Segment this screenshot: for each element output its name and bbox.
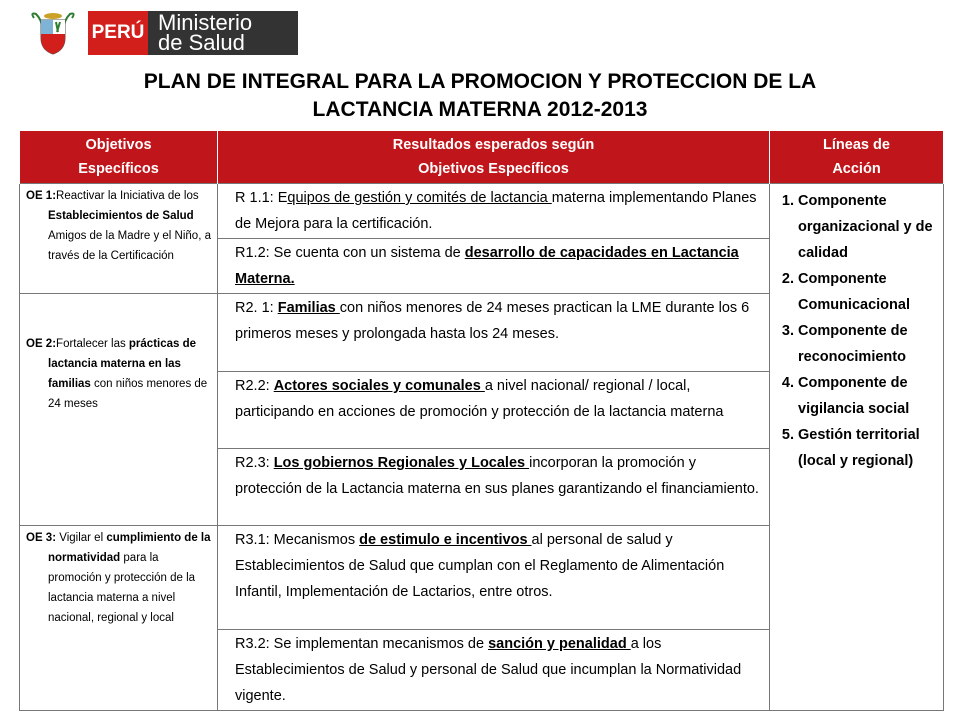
page-title — [0, 68, 960, 124]
plan-table — [19, 131, 944, 711]
lineas-cell — [770, 184, 944, 711]
header-objetivos-line1: Objetivos — [85, 137, 152, 153]
r12-cell — [218, 239, 770, 294]
title-line1: PLAN DE INTEGRAL PARA LA PROMOCION Y PROTECCION DE LA — [143, 70, 817, 93]
ministerio-line1: Ministerio — [158, 10, 253, 35]
header-objetivos — [20, 131, 218, 184]
r32-post: a los Establecimientos de Salud y personal de Salud que incumplan la Normatividad vigente. — [235, 636, 742, 704]
header-resultados — [218, 131, 770, 184]
r11-underlined: quipos de gestión y comités de lactancia — [287, 190, 552, 206]
r22-cell — [218, 372, 770, 449]
ministerio-line2: de Salud — [158, 30, 245, 55]
oe2-text1: Fortalecer las — [56, 338, 129, 350]
oe2-cell — [20, 294, 218, 526]
r31-post: al personal de salud y Establecimientos de Salud que cumplan con el Reglamento de Alimentación Infantil, Implementación de Lactarios, entre otros. — [235, 532, 725, 600]
title-line2: LACTANCIA MATERNA 2012-2013 — [312, 98, 648, 121]
oe1-bold: Establecimientos de Salud — [48, 210, 194, 222]
r32-pre: R3.2: Se implementan mecanismos de — [235, 636, 489, 652]
header-lineas — [770, 131, 944, 184]
oe3-label: OE 3: — [26, 532, 57, 544]
r11-post: materna implementando Planes de Mejora para la certificación. — [235, 190, 757, 232]
r11-cell — [218, 184, 770, 239]
r11-pre: R 1.1: E — [235, 190, 288, 206]
linea-item-1: 1. Componente organizacional y de calidad — [798, 188, 939, 266]
ministerio-label — [148, 11, 298, 55]
oe3-text2: para la promoción y protección de la lactancia materna a nivel nacional, regional y local — [48, 552, 196, 624]
oe2-bold: prácticas de lactancia materna en las familias — [48, 338, 197, 390]
oe3-cell — [20, 526, 218, 711]
r21-cell — [218, 294, 770, 372]
header-lineas-line1: Líneas de — [823, 137, 890, 153]
lineas-list — [776, 188, 939, 474]
r22-post: a nivel nacional/ regional / local, participando en acciones de promoción y protección de la lactancia materna — [235, 378, 724, 420]
r31-pre: R3.1: Mecanismos — [235, 532, 360, 548]
r23-underlined: Los gobiernos Regionales y Locales — [273, 455, 530, 471]
header-row — [20, 131, 944, 184]
linea-item-5: 5. Gestión territorial (local y regional) — [798, 422, 939, 474]
r21-post: con niños menores de 24 meses practican la LME durante los 6 primeros meses y prolongada hasta los 24 meses. — [235, 300, 750, 342]
oe2-text2: con niños menores de 24 meses — [48, 378, 208, 410]
r22-pre: R2.2: — [235, 378, 274, 394]
peru-label: PERÚ — [88, 11, 148, 55]
linea-item-3: 3. Componente de reconocimiento — [798, 318, 939, 370]
oe1-cell — [20, 184, 218, 294]
r31-underlined: de estimulo e incentivos — [359, 532, 532, 548]
ministerio-logo — [28, 10, 298, 56]
oe1-label: OE 1: — [26, 190, 57, 202]
table-row — [20, 184, 944, 239]
r23-cell — [218, 449, 770, 526]
oe3-text1: Vigilar el — [56, 532, 107, 544]
r22-underlined: Actores sociales y comunales — [273, 378, 485, 394]
r32-cell — [218, 630, 770, 711]
r23-pre: R2.3: — [235, 455, 274, 471]
r32-underlined: sanción y penalidad — [488, 636, 631, 652]
oe3-bold: cumplimiento de la normatividad — [48, 532, 211, 564]
header-lineas-line2: Acción — [832, 161, 881, 177]
r21-pre: R2. 1: — [235, 300, 278, 316]
linea-item-4: 4. Componente de vigilancia social — [798, 370, 939, 422]
r31-cell — [218, 526, 770, 630]
r23-post: incorporan la promoción y protección de la Lactancia materna en sus planes garantizando el financiamiento. — [235, 455, 759, 497]
linea-item-2: 2. Componente Comunicacional — [798, 266, 939, 318]
r12-pre: R1.2: Se cuenta con un sistema de — [235, 245, 465, 261]
header-objetivos-line2: Específicos — [78, 161, 159, 177]
peru-coat-of-arms-icon — [28, 10, 78, 56]
header-resultados-line1: Resultados esperados según — [392, 137, 595, 153]
oe2-label: OE 2: — [26, 338, 57, 350]
r21-underlined: Familias — [277, 300, 340, 316]
oe1-text1: Reactivar la Iniciativa de los — [56, 190, 199, 202]
oe1-text2: Amigos de la Madre y el Niño, a través de la Certificación — [48, 230, 211, 262]
header-resultados-line2: Objetivos Específicos — [418, 161, 569, 177]
r12-underlined: desarrollo de capacidades en Lactancia Materna. — [235, 245, 739, 287]
